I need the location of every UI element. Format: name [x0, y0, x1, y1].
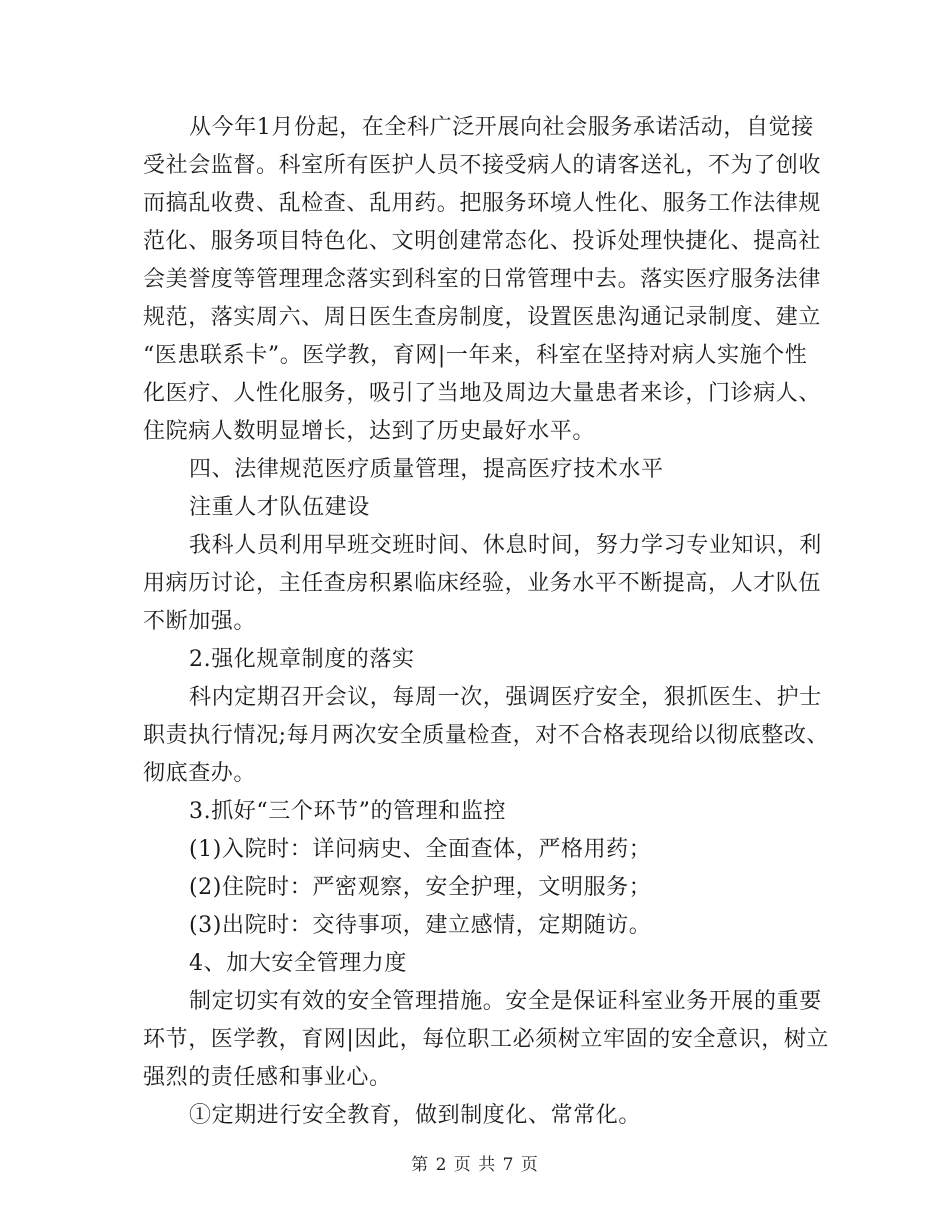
text-line: 受社会监督。科室所有医护人员不接受病人的请客送礼，不为了创收 — [143, 153, 822, 178]
list-item: (2)住院时：严密观察，安全护理，文明服务； — [189, 875, 652, 900]
text-line: 制定切实有效的安全管理措施。安全是保证科室业务开展的重要 — [189, 989, 822, 1014]
text-line: 范化、服务项目特色化、文明创建常态化、投诉处理快捷化、提高社 — [143, 229, 822, 254]
text-line: 用病历讨论，主任查房积累临床经验，业务水平不断提高，人才队伍 — [143, 571, 822, 596]
subsection-heading: 4、加大安全管理力度 — [189, 951, 407, 976]
text-line: 化医疗、人性化服务，吸引了当地及周边大量患者来诊，门诊病人、 — [143, 381, 822, 406]
text-line: 会美誉度等管理理念落实到科室的日常管理中去。落实医疗服务法律 — [143, 267, 822, 292]
subsection-heading: 2.强化规章制度的落实 — [189, 647, 415, 672]
text-line: 环节，医学教，育网|因此，每位职工必须树立牢固的安全意识，树立 — [143, 1027, 830, 1052]
text-line: 我科人员利用早班交班时间、休息时间，努力学习专业知识，利 — [189, 533, 822, 558]
text-line: 不断加强。 — [143, 609, 257, 634]
text-line: 彻底查办。 — [143, 761, 257, 786]
text-line: 规范，落实周六、周日医生查房制度，设置医患沟通记录制度、建立 — [143, 305, 822, 330]
text-line: 科内定期召开会议，每周一次，强调医疗安全，狠抓医生、护士 — [189, 685, 822, 710]
subsection-heading: 3.抓好“三个环节”的管理和监控 — [189, 799, 507, 824]
text-line: 从今年1月份起，在全科广泛开展向社会服务承诺活动，自觉接 — [189, 115, 814, 140]
section-heading: 四、法律规范医疗质量管理，提高医疗技术水平 — [189, 457, 664, 482]
subsection-heading: 注重人才队伍建设 — [189, 495, 370, 520]
text-line: 强烈的责任感和事业心。 — [143, 1065, 392, 1090]
page-footer: 第 2 页 共 7 页 — [411, 1155, 539, 1175]
text-line: 住院病人数明显增长，达到了历史最好水平。 — [143, 419, 596, 444]
text-line: “医患联系卡”。医学教，育网|一年来，科室在坚持对病人实施个性 — [143, 343, 808, 368]
text-line: 职责执行情况;每月两次安全质量检查，对不合格表现给以彻底整改、 — [143, 723, 830, 748]
list-item: ①定期进行安全教育，做到制度化、常常化。 — [189, 1103, 642, 1128]
text-line: 而搞乱收费、乱检查、乱用药。把服务环境人性化、服务工作法律规 — [143, 191, 822, 216]
list-item: (1)入院时：详问病史、全面查体，严格用药； — [189, 837, 652, 862]
list-item: (3)出院时：交待事项，建立感情，定期随访。 — [189, 913, 652, 938]
